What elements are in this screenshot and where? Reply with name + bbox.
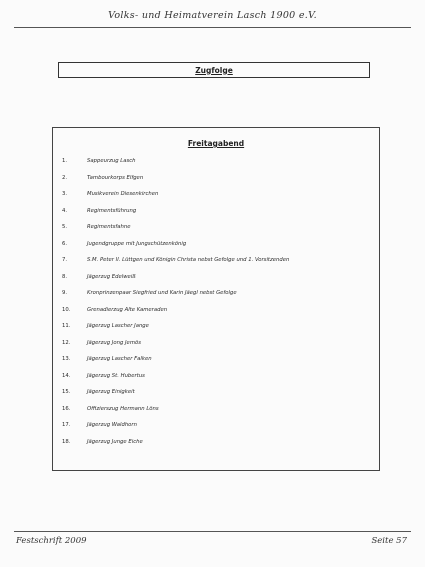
list-item-number: 7. bbox=[62, 257, 68, 263]
list-item-text: Jägerzug Lascher Jange bbox=[87, 323, 149, 329]
list-item-number: 13. bbox=[62, 356, 71, 362]
list-item-number: 3. bbox=[62, 191, 68, 197]
list-item-number: 4. bbox=[62, 207, 68, 214]
list-item-number: 6. bbox=[62, 240, 68, 247]
list-item-number: 14. bbox=[62, 372, 71, 379]
list-item-text: Tambourkorps Elfgen bbox=[87, 174, 144, 181]
footer-publication: Festschrift 2009 bbox=[16, 536, 87, 546]
list-item-text: Musikverein Diesenkirchen bbox=[87, 191, 159, 197]
list-item-text: Offizierszug Hermann Löns bbox=[87, 405, 159, 412]
list-item-text: Jugendgruppe mit Jungschützenkönig bbox=[87, 240, 187, 247]
list-item bbox=[53, 439, 379, 456]
list-item-number: 11. bbox=[62, 323, 71, 329]
list-item-number: 12. bbox=[62, 339, 71, 346]
list-item bbox=[53, 208, 379, 225]
list-item-text: Jägerzug Junge Eiche bbox=[87, 438, 143, 445]
list-item-number: 17. bbox=[62, 422, 71, 428]
list-item-text: Kronprinzenpaar Siegfried und Karin Jäegl nebst Gefolge bbox=[87, 290, 237, 296]
section-heading: Zugfolge bbox=[195, 65, 233, 75]
list-item-number: 10. bbox=[62, 306, 71, 313]
header-title: Volks- und Heimatverein Lasch 1900 e.V. bbox=[108, 10, 317, 21]
list-item bbox=[53, 191, 379, 208]
list-item-text: Regimentsfahne bbox=[87, 224, 131, 230]
list-item bbox=[53, 224, 379, 241]
list-item-text: Jägerzug Waldhorn bbox=[87, 422, 137, 428]
list-item-number: 15. bbox=[62, 389, 71, 395]
list-item bbox=[53, 389, 379, 406]
list-item bbox=[53, 290, 379, 307]
list-item bbox=[53, 323, 379, 340]
list-item bbox=[53, 340, 379, 357]
list-item-number: 8. bbox=[62, 273, 68, 280]
procession-list-box bbox=[52, 127, 380, 471]
list-item bbox=[53, 406, 379, 423]
list-item bbox=[53, 175, 379, 192]
list-item-text: Regimentsführung bbox=[87, 207, 137, 214]
list-item-number: 9. bbox=[62, 290, 68, 296]
list-title: Freitagabend bbox=[187, 139, 245, 148]
list-item bbox=[53, 158, 379, 175]
list-item-text: Jägerzug Edelweiß bbox=[87, 273, 136, 280]
procession-list bbox=[53, 158, 379, 455]
list-item bbox=[53, 274, 379, 291]
list-item-number: 1. bbox=[62, 158, 68, 164]
list-item bbox=[53, 307, 379, 324]
list-item-number: 18. bbox=[62, 438, 71, 445]
list-item-number: 16. bbox=[62, 405, 71, 412]
list-item bbox=[53, 257, 379, 274]
list-item bbox=[53, 356, 379, 373]
list-item-number: 2. bbox=[62, 174, 68, 181]
list-item bbox=[53, 373, 379, 390]
list-item bbox=[53, 241, 379, 258]
footer-rule bbox=[14, 531, 411, 532]
list-item-text: Sappeurzug Lasch bbox=[87, 158, 136, 164]
list-item-text: Grenadierzug Alte Kameraden bbox=[87, 306, 168, 313]
list-item-text: Jägerzug Lascher Falken bbox=[87, 356, 152, 362]
header-rule bbox=[14, 27, 411, 28]
list-item-text: Jägerzug Einigkeit bbox=[87, 389, 135, 395]
list-item-text: Jägerzug Jong Jemös bbox=[87, 339, 141, 346]
footer-page-number: Seite 57 bbox=[371, 536, 407, 546]
list-item-number: 5. bbox=[62, 224, 68, 230]
section-heading-box bbox=[58, 62, 370, 78]
list-item-text: S.M. Peter II. Lüttgen und Königin Christa nebst Gefolge und 1. Vorsitzenden bbox=[87, 257, 290, 263]
list-item bbox=[53, 422, 379, 439]
list-item-text: Jägerzug St. Hubertus bbox=[87, 372, 145, 379]
